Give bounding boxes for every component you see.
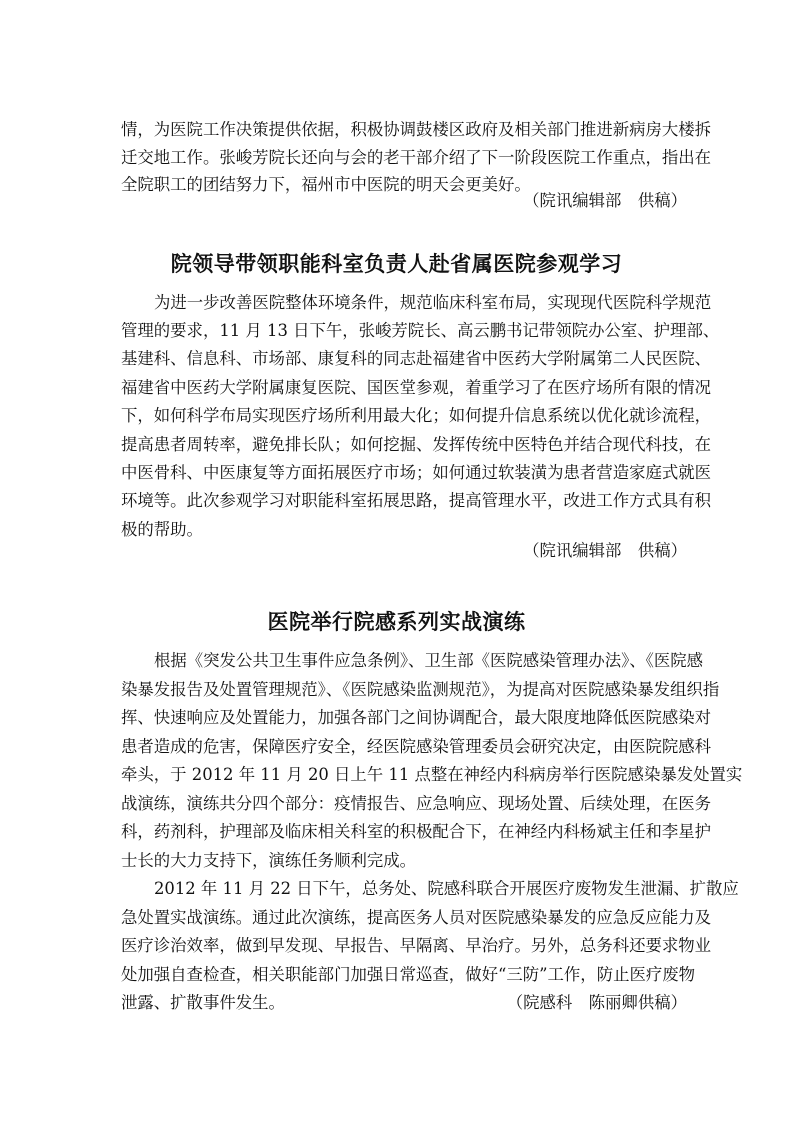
paragraph-line: 中医骨科、中医康复等方面拓展医疗市场；如何通过软装潢为患者营造家庭式就医 (121, 463, 712, 482)
paragraph-line: 处加强自查检查，相关职能部门加强日常巡查，做好“三防”工作，防止医疗废物 (121, 965, 696, 984)
paragraph-line: 根据《突发公共卫生事件应急条例》、卫生部《医院感染管理办法》、《医院感 (154, 651, 704, 670)
paragraph-line: 基建科、信息科、市场部、康复科的同志赴福建省中医药大学附属第二人民医院、 (121, 349, 712, 368)
article-credit: （院讯编辑部 供稿） (523, 541, 687, 560)
paragraph-line: 2012 年 11 月 22 日下午，总务处、院感科联合开展医疗废物发生泄漏、扩散应 (154, 879, 739, 898)
paragraph-line: 急处置实战演练。通过此次演练，提高医务人员对医院感染暴发的应急反应能力及 (121, 908, 712, 927)
paragraph-line: 全院职工的团结努力下，福州市中医院的明天会更美好。 (121, 175, 531, 194)
article-title: 医院举行院感系列实战演练 (267, 609, 526, 634)
paragraph-line: 极的帮助。 (121, 520, 203, 539)
paragraph-line: 福建省中医药大学附属康复医院、国医堂参观，着重学习了在医疗场所有限的情况 (121, 378, 712, 397)
paragraph-line: 环境等。此次参观学习对职能科室拓展思路，提高管理水平，改进工作方式具有积 (121, 491, 712, 510)
paragraph-line: 战演练，演练共分四个部分：疫情报告、应急响应、现场处置、后续处理，在医务 (121, 794, 712, 813)
paragraph-line: 管理的要求，11 月 13 日下午，张峻芳院长、高云鹏书记带领院办公室、护理部、 (121, 321, 720, 340)
paragraph-line: 染暴发报告及处置管理规范》、《医院感染监测规范》，为提高对医院感染暴发组织指 (121, 680, 720, 699)
paragraph-line: 下，如何科学布局实现医疗场所利用最大化；如何提升信息系统以优化就诊流程， (121, 406, 712, 425)
paragraph-line: 患者造成的危害，保障医疗安全，经医院感染管理委员会研究决定，由医院院感科 (121, 737, 712, 756)
paragraph-line: 迁交地工作。张峻芳院长还向与会的老干部介绍了下一阶段医院工作重点，指出在 (121, 148, 712, 167)
paragraph-line: 情，为医院工作决策提供依据，积极协调鼓楼区政府及相关部门推进新病房大楼拆 (121, 120, 712, 139)
paragraph-line: 挥、快速响应及处置能力，加强各部门之间协调配合，最大限度地降低医院感染对 (121, 708, 712, 727)
article-credit: （院讯编辑部 供稿） (523, 191, 687, 210)
paragraph-line: 士长的大力支持下，演练任务顺利完成。 (121, 851, 417, 870)
paragraph-line: 为进一步改善医院整体环境条件，规范临床科室布局，实现现代医院科学规范 (154, 293, 712, 312)
paragraph-line: 牵头，于 2012 年 11 月 20 日上午 11 点整在神经内科病房举行医院感染暴发处置实 (121, 765, 743, 784)
paragraph-line: 科，药剂科，护理部及临床相关科室的积极配合下，在神经内科杨斌主任和李星护 (121, 822, 712, 841)
paragraph-line: 泄露、扩散事件发生。 (121, 993, 285, 1012)
paragraph-line: 医疗诊治效率，做到早发现、早报告、早隔离、早治疗。另外，总务科还要求物业 (121, 936, 712, 955)
paragraph-line: 提高患者周转率，避免排长队；如何挖掘、发挥传统中医特色并结合现代科技，在 (121, 435, 712, 454)
article-credit: （院感科 陈丽卿供稿） (506, 993, 687, 1012)
article-title: 院领导带领职能科室负责人赴省属医院参观学习 (170, 251, 623, 276)
